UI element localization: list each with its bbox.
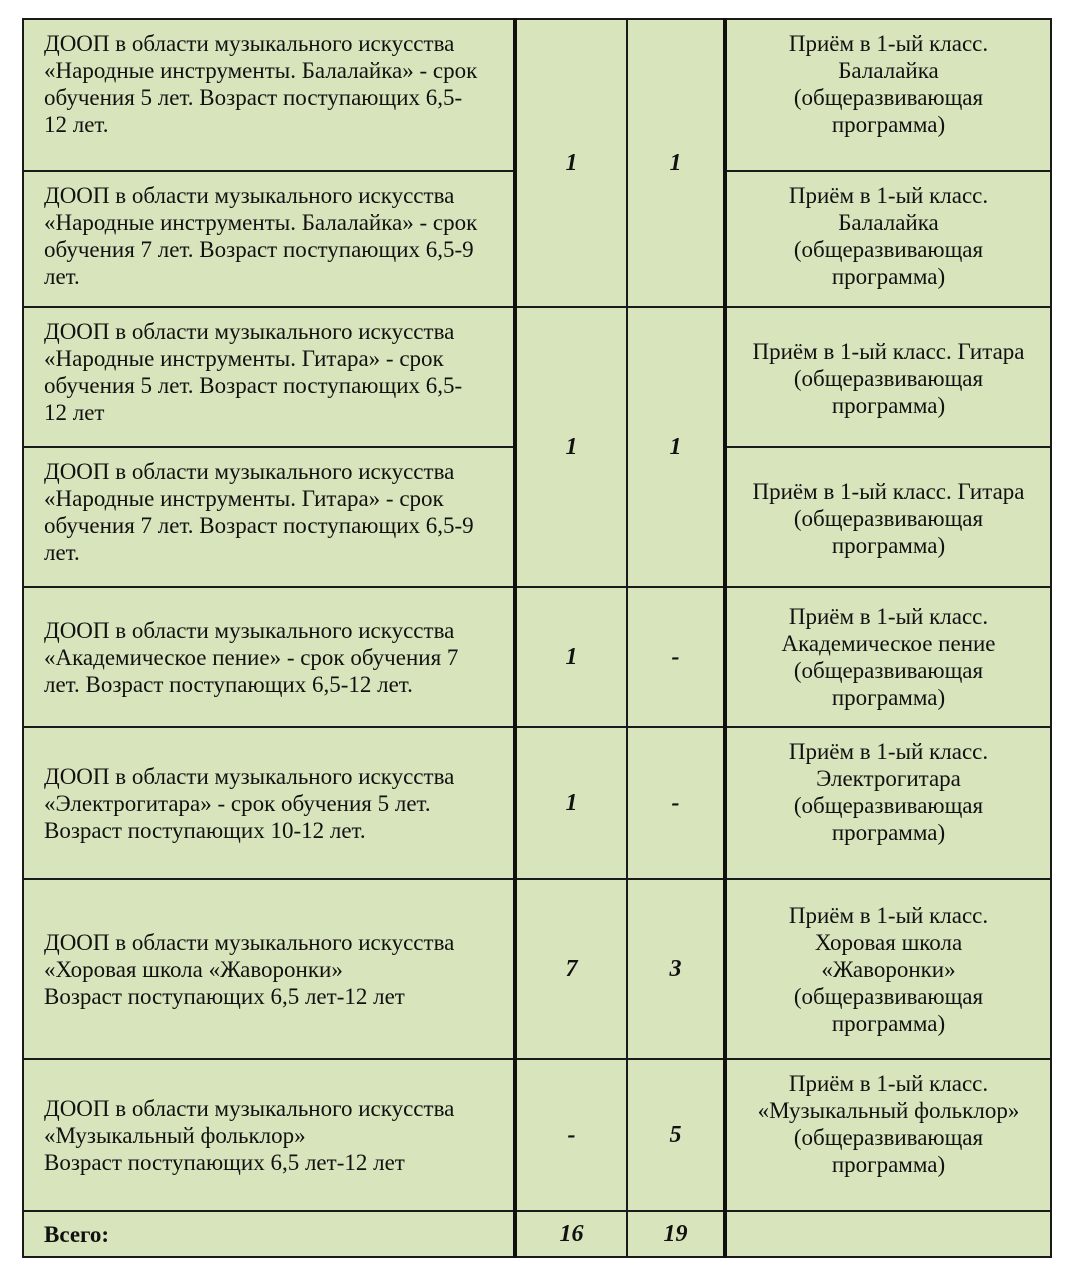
places-paid-cell: 1 [627,307,725,587]
table-row [23,19,1051,171]
places-paid-cell: 3 [627,879,725,1059]
note-cell: Приём в 1-ый класс. Гитара (общеразвивающая программа) [725,307,1051,447]
program-cell: ДООП в области музыкального искусства «Музыкальный фольклор» Возраст поступающих 6,5 лет-12 лет [23,1059,515,1211]
places-budget-cell: 7 [515,879,627,1059]
places-budget-cell: 1 [515,19,627,307]
note-cell: Приём в 1-ый класс. Балалайка (общеразвивающая программа) [725,19,1051,171]
note-cell: Приём в 1-ый класс. Гитара (общеразвивающая программа) [725,447,1051,587]
places-paid-cell: - [627,727,725,879]
admission-table-wrapper [22,18,1050,1258]
program-cell: ДООП в области музыкального искусства «Народные инструменты. Гитара» - срок обучения 5 лет. Возраст поступающих 6,5- 12 лет [23,307,515,447]
total-label: Всего: [23,1211,515,1257]
program-cell: ДООП в области музыкального искусства «Хоровая школа «Жаворонки» Возраст поступающих 6,5 лет-12 лет [23,879,515,1059]
table-row [23,1059,1051,1211]
admission-table [22,18,1052,1258]
program-cell: ДООП в области музыкального искусства «Народные инструменты. Гитара» - срок обучения 7 лет. Возраст поступающих 6,5-9 лет. [23,447,515,587]
total-paid-cell: 19 [627,1211,725,1257]
places-budget-cell: 1 [515,727,627,879]
note-cell: Приём в 1-ый класс. Электрогитара (общеразвивающая программа) [725,727,1051,879]
program-cell: ДООП в области музыкального искусства «Академическое пение» - срок обучения 7 лет. Возраст поступающих 6,5-12 лет. [23,587,515,727]
note-cell: Приём в 1-ый класс. Академическое пение (общеразвивающая программа) [725,587,1051,727]
places-budget-cell: - [515,1059,627,1211]
table-row [23,587,1051,727]
total-row [23,1211,1051,1257]
total-budget-cell: 16 [515,1211,627,1257]
note-cell: Приём в 1-ый класс. Хоровая школа «Жаворонки» (общеразвивающая программа) [725,879,1051,1059]
total-note-cell [725,1211,1051,1257]
places-budget-cell: 1 [515,587,627,727]
program-cell: ДООП в области музыкального искусства «Электрогитара» - срок обучения 5 лет. Возраст поступающих 10-12 лет. [23,727,515,879]
table-row [23,727,1051,879]
table-row [23,307,1051,447]
places-paid-cell: - [627,587,725,727]
places-budget-cell: 1 [515,307,627,587]
note-cell: Приём в 1-ый класс. «Музыкальный фольклор» (общеразвивающая программа) [725,1059,1051,1211]
program-cell: ДООП в области музыкального искусства «Народные инструменты. Балалайка» - срок обучения 5 лет. Возраст поступающих 6,5- 12 лет. [23,19,515,171]
table-row [23,879,1051,1059]
note-cell: Приём в 1-ый класс. Балалайка (общеразвивающая программа) [725,171,1051,307]
places-paid-cell: 1 [627,19,725,307]
program-cell: ДООП в области музыкального искусства «Народные инструменты. Балалайка» - срок обучения 7 лет. Возраст поступающих 6,5-9 лет. [23,171,515,307]
places-paid-cell: 5 [627,1059,725,1211]
